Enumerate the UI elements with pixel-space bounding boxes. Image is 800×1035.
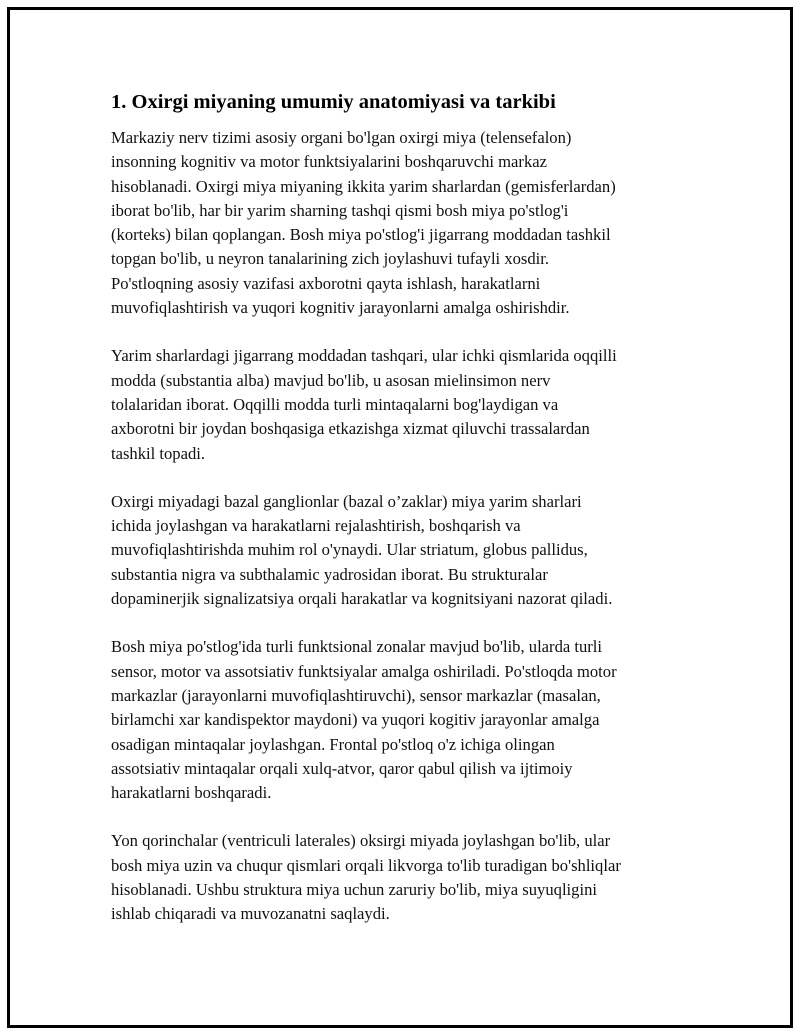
document-title: 1. Oxirgi miyaning umumiy anatomiyasi va tarkibi <box>111 91 556 113</box>
paragraph-line: sensor, motor va assotsiativ funktsiyalar amalga oshiriladi. Po'stloqda motor <box>111 661 617 681</box>
paragraph-line: Bosh miya po'stlog'ida turli funktsional zonalar mavjud bo'lib, ularda turli <box>111 637 603 657</box>
paragraph <box>111 829 701 926</box>
paragraph-line: osadigan mintaqalar joylashgan. Frontal po'stloq o'z ichiga olingan <box>111 734 555 754</box>
paragraph-line: bosh miya uzin va chuqur qismlari orqali likvorga to'lib turadigan bo'shliqlar <box>111 855 621 875</box>
paragraph <box>111 126 701 320</box>
paragraph-line: modda (substantia alba) mavjud bo'lib, u asosan mielinsimon nerv <box>111 370 551 390</box>
paragraph-line: Oxirgi miyadagi bazal ganglionlar (bazal o’zaklar) miya yarim sharlari <box>111 491 582 511</box>
paragraph-list <box>111 126 701 927</box>
paragraph-line: iborat bo'lib, har bir yarim sharning tashqi qismi bosh miya po'stlog'i <box>111 200 569 220</box>
paragraph <box>111 635 701 805</box>
paragraph-line: Yon qorinchalar (ventriculi laterales) oksirgi miyada joylashgan bo'lib, ular <box>111 831 611 851</box>
paragraph-line: Po'stloqning asosiy vazifasi axborotni qayta ishlash, harakatlarni <box>111 273 541 293</box>
document-body <box>111 88 701 951</box>
paragraph-line: muvofiqlashtirishda muhim rol o'ynaydi. Ular striatum, globus pallidus, <box>111 540 588 560</box>
paragraph-line: birlamchi xar kandispektor maydoni) va yuqori kogitiv jarayonlar amalga <box>111 710 600 730</box>
paragraph-line: hisoblanadi. Oxirgi miya miyaning ikkita yarim sharlardan (gemisferlardan) <box>111 176 616 196</box>
paragraph-line: hisoblanadi. Ushbu struktura miya uchun zaruriy bo'lib, miya suyuqligini <box>111 880 597 900</box>
paragraph-line: insonning kognitiv va motor funktsiyalarini boshqaruvchi markaz <box>111 152 547 172</box>
paragraph <box>111 344 701 465</box>
paragraph-line: assotsiativ mintaqalar orqali xulq-atvor, qaror qabul qilish va ijtimoiy <box>111 758 573 778</box>
paragraph-line: Markaziy nerv tizimi asosiy organi bo'lgan oxirgi miya (telensefalon) <box>111 128 572 147</box>
paragraph-line: dopaminerjik signalizatsiya orqali harakatlar va kognitsiyani nazorat qiladi. <box>111 589 613 609</box>
paragraph-line: axborotni bir joydan boshqasiga etkazishga xizmat qiluvchi trassalardan <box>111 419 590 439</box>
paragraph-line: (korteks) bilan qoplangan. Bosh miya po'stlog'i jigarrang moddadan tashkil <box>111 225 611 245</box>
paragraph-line: topgan bo'lib, u neyron tanalarining zich joylashuvi tufayli xosdir. <box>111 249 550 269</box>
paragraph-line: substantia nigra va subthalamic yadrosidan iborat. Bu strukturalar <box>111 564 548 584</box>
paragraph-line: ichida joylashgan va harakatlarni rejalashtirish, boshqarish va <box>111 516 521 536</box>
paragraph-line: tashkil topadi. <box>111 443 206 463</box>
paragraph-line: muvofiqlashtirish va yuqori kognitiv jarayonlarni amalga oshirishdir. <box>111 298 570 318</box>
paragraph-line: Yarim sharlardagi jigarrang moddadan tashqari, ular ichki qismlarida oqqilli <box>111 346 617 366</box>
paragraph-line: ishlab chiqaradi va muvozanatni saqlaydi. <box>111 904 390 924</box>
paragraph-line: tolalaridan iborat. Oqqilli modda turli mintaqalarni bog'laydigan va <box>111 394 559 414</box>
paragraph-line: harakatlarni boshqaradi. <box>111 783 272 803</box>
paragraph <box>111 490 701 611</box>
paragraph-line: markazlar (jarayonlarni muvofiqlashtiruvchi), sensor markazlar (masalan, <box>111 685 601 705</box>
